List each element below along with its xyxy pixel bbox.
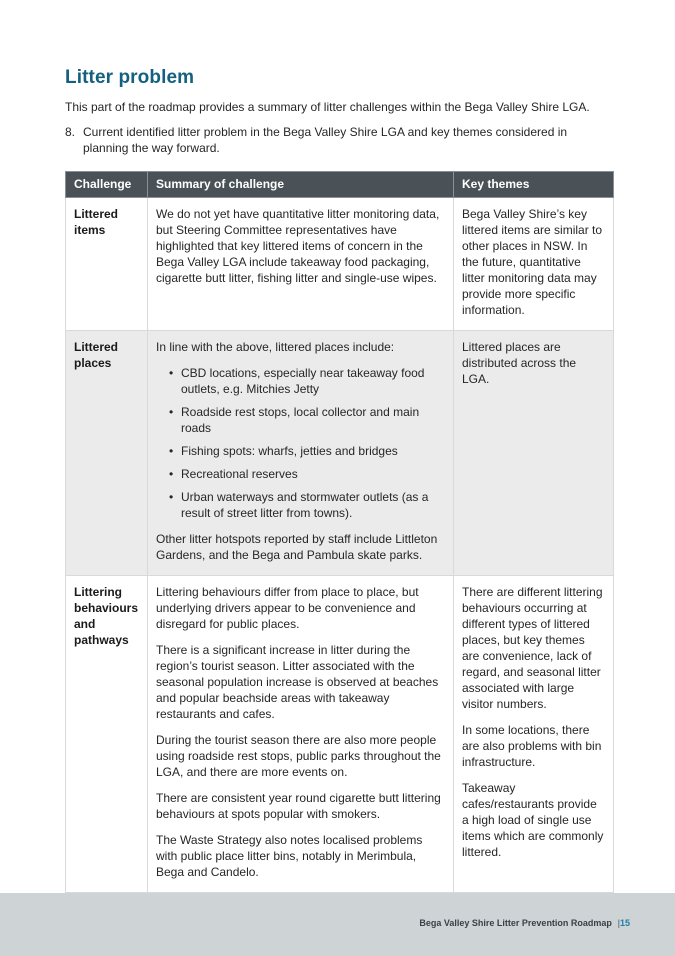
bullet-item: • CBD locations, especially near takeaway food outlets, e.g. Mitchies Jetty [156, 365, 445, 397]
summary-paragraph: We do not yet have quantitative litter monitoring data, but Steering Committee representatives have highlighted that key littered items of concern in the Bega Valley LGA include takeaway food packaging, cigarette butt litter, fishing litter and single-use wipes. [156, 207, 440, 285]
challenge-label: Littered places [74, 340, 119, 370]
page-title: Litter problem [65, 67, 195, 88]
summary-cell [148, 198, 454, 331]
bullet-item: • Recreational reserves [156, 466, 445, 482]
summary-bullet-list [156, 365, 445, 521]
table-row [66, 198, 614, 331]
challenge-cell [66, 576, 148, 893]
table-row [66, 331, 614, 576]
column-header-summary-of-challenge: Summary of challenge [148, 172, 454, 198]
key-theme-paragraph: There are different littering behaviours occurring at different types of littered places, but key themes are convenience, lack of regard, and seasonal litter associated with large visitor numbers. [462, 585, 603, 711]
footer-page-number: 15 [619, 918, 630, 928]
challenge-cell [66, 198, 148, 331]
summary-paragraph: There is a significant increase in litter during the region’s tourist season. Litter associated with the seasonal population increase is observed at beaches and popular beachside areas with takeaway restaurants and cafes. [156, 643, 439, 721]
summary-paragraph: In line with the above, littered places include: [156, 340, 395, 354]
challenge-label: Littered items [74, 207, 119, 237]
bullet-item: • Roadside rest stops, local collector and main roads [156, 404, 445, 436]
key-theme-paragraph: Takeaway cafes/restaurants provide a high load of single use items which are commonly littered. [462, 781, 604, 859]
table-row [66, 576, 614, 893]
caption-number: 8. [65, 125, 76, 139]
challenge-label: Littering behaviours and pathways [74, 585, 139, 647]
bullet-item: • Urban waterways and stormwater outlets (as a result of street litter from towns). [156, 489, 445, 521]
table-body [66, 198, 614, 893]
intro-paragraph: This part of the roadmap provides a summary of litter challenges within the Bega Valley Shire LGA. [65, 100, 590, 114]
table-caption [65, 124, 613, 156]
header-row [66, 172, 614, 198]
summary-paragraph: Littering behaviours differ from place to place, but underlying drivers appear to be convenience and disregard for public places. [156, 585, 419, 631]
summary-cell [148, 576, 454, 893]
footer-title: Bega Valley Shire Litter Prevention Roadmap [419, 918, 612, 928]
key-themes-cell [454, 331, 614, 576]
summary-paragraph: During the tourist season there are also more people using roadside rest stops, public parks throughout the LGA, and there are more events on. [156, 733, 441, 779]
summary-paragraph: There are consistent year round cigarette butt littering behaviours at spots popular with smokers. [156, 791, 441, 821]
summary-paragraph: The Waste Strategy also notes localised problems with public place litter bins, notably in Merimbula, Bega and Candelo. [156, 833, 423, 879]
column-header-key-themes: Key themes [454, 172, 614, 198]
page-footer [0, 893, 675, 956]
litter-challenges-table [65, 171, 614, 893]
key-theme-paragraph: In some locations, there are also problems with bin infrastructure. [462, 723, 602, 769]
key-theme-paragraph: Littered places are distributed across the LGA. [462, 340, 577, 386]
key-themes-cell [454, 576, 614, 893]
caption-text: Current identified litter problem in the Bega Valley Shire LGA and key themes considered in planning the way forward. [83, 125, 568, 155]
footer-separator: | [617, 918, 620, 928]
table-header [66, 172, 614, 198]
key-theme-paragraph: Bega Valley Shire’s key littered items are similar to other places in NSW. In the future, quantitative litter monitoring data may provide more specific information. [462, 207, 603, 317]
bullet-item: • Fishing spots: wharfs, jetties and bridges [156, 443, 445, 459]
column-header-challenge: Challenge [66, 172, 148, 198]
key-themes-cell [454, 198, 614, 331]
challenge-cell [66, 331, 148, 576]
summary-paragraph: Other litter hotspots reported by staff include Littleton Gardens, and the Bega and Pambula skate parks. [156, 532, 438, 562]
summary-cell [148, 331, 454, 576]
